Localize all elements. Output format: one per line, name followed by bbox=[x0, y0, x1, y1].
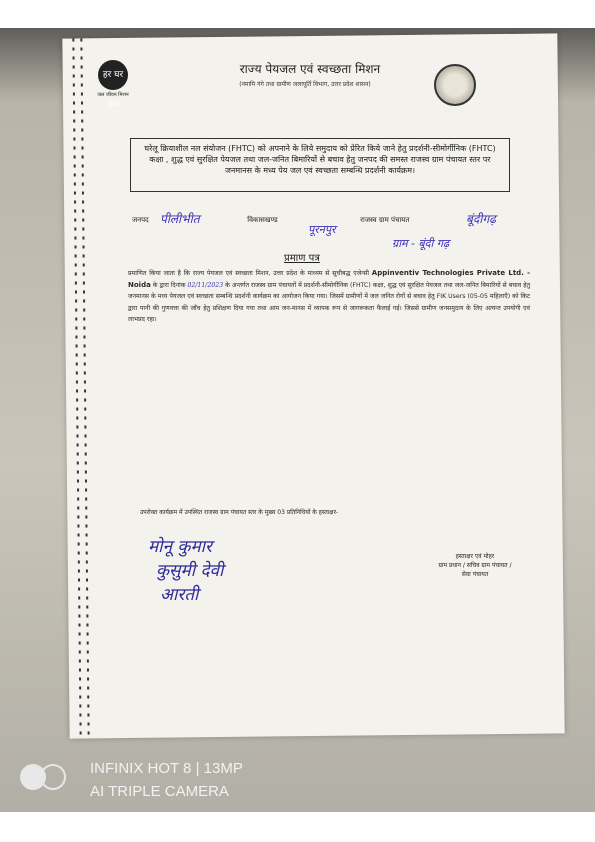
para-body: के अन्तर्गत राजस्व ग्राम पंचायतों में प्रदर्शनी-सीमोर्गीनिक (FHTC) कक्षा, शुद्ध एवं सुरक्षित पेयजल तथा जल-जनित बिमारियों से बचाव हेतु जनमानस के मध्य पेयजल एवं स्वच्छता सम्बन्धि प्रदर्शनी कार्यक्रम का आयोजन किया गया। जिसमें ग्रामीणों में जल जनित रोगों से बचाव हेतु FIK Users (05-05 महिलाएँ) को किट द्वारा पानी की गुणवत्ता की जाँच हेतु प्रशिक्षण दिया गया तथा आम जन-मानस में व्यापक रूप से जागरूकता फैलाई गई। bbox=[128, 281, 531, 312]
gram-label: राजस्व ग्राम पंचायत bbox=[360, 216, 410, 224]
gram-value-2: ग्राम - बूंदी गढ़ bbox=[392, 237, 450, 250]
certificate-body bbox=[128, 268, 530, 326]
camera-model-text: INFINIX HOT 8 | 13MP bbox=[90, 760, 243, 777]
jal-jeevan-logo-icon: हर घर जल bbox=[98, 60, 128, 90]
top-border bbox=[0, 0, 595, 28]
signature-3: आरती bbox=[160, 585, 199, 605]
signatories-note: उपरोक्त कार्यक्रम में उपस्थित राजस्व ग्राम पंचायत स्तर के मुख्य 03 प्रतिनिधियों के हस्ताक्षर- bbox=[140, 509, 339, 516]
perforation-line bbox=[72, 38, 81, 738]
program-box: घरेलू क्रियाशील नल संयोजन (FHTC) को अपनाने के लिये समुदाय को प्रेरित किये जाने हेतु प्रदर्शनी-सीमोर्गीनिक (FHTC) कक्षा , शुद्ध एवं सुरक्षित पेयजल तथा जल-जनित बिमारियों से बचाव हेतु जनपद की समस्त राजस्व ग्राम पंचायत स्तर पर जनमानस के मध्य पेय जल एवं स्वच्छता सम्बन्धि प्रदर्शनी कार्यक्रम। bbox=[130, 138, 510, 192]
camera-feature-text: AI TRIPLE CAMERA bbox=[90, 783, 229, 800]
bottom-border bbox=[0, 812, 595, 842]
para-end: जिससे ग्रामीण जनसमुदाय के लिए अत्यन्त उपयोगी एवं लाभप्रद रहा। bbox=[128, 304, 531, 323]
camera-logo-ring-icon bbox=[40, 764, 66, 790]
mission-title: राज्य पेयजल एवं स्वच्छता मिशन bbox=[239, 62, 381, 76]
para-intro: प्रमाणित किया जाता है कि राज्य पेयजल एवं स्वच्छता मिशन, उत्तर प्रदेश के माध्यम से सूचीबद्ध एजेन्सी bbox=[128, 270, 369, 277]
logo-caption: जल जीवन मिशन bbox=[97, 92, 129, 98]
vikaskhand-value: पूरनपुर bbox=[308, 223, 336, 236]
signature-2: कुसुमी देवी bbox=[156, 561, 224, 581]
date-value: 02/11/2023 bbox=[187, 281, 224, 289]
agency-name: Appinventiv Technologies Private Ltd. - Noida bbox=[128, 269, 531, 289]
para-date-prefix: के द्वारा दिनांक bbox=[152, 281, 186, 289]
janpad-label: जनपद bbox=[132, 216, 149, 224]
janpad-value: पीलीभीत bbox=[160, 212, 200, 226]
certificate-title: प्रमाण पत्र bbox=[284, 253, 320, 264]
mission-subtitle: (नमामि गंगे तथा ग्रामीण जलापूर्ति विभाग, उत्तर प्रदेश शासन) bbox=[239, 81, 371, 88]
signature-1: मोनू कुमार bbox=[148, 537, 212, 557]
vikaskhand-label: विकासखण्ड bbox=[247, 216, 278, 224]
official-signature-block: हस्ताक्षर एवं मोहर ग्राम प्रधान / सचिव ग्राम पंचायत / सेवा पंचायत bbox=[438, 553, 512, 578]
gram-value: बूंदीगढ़ bbox=[466, 212, 496, 226]
perforation-line bbox=[80, 38, 89, 738]
